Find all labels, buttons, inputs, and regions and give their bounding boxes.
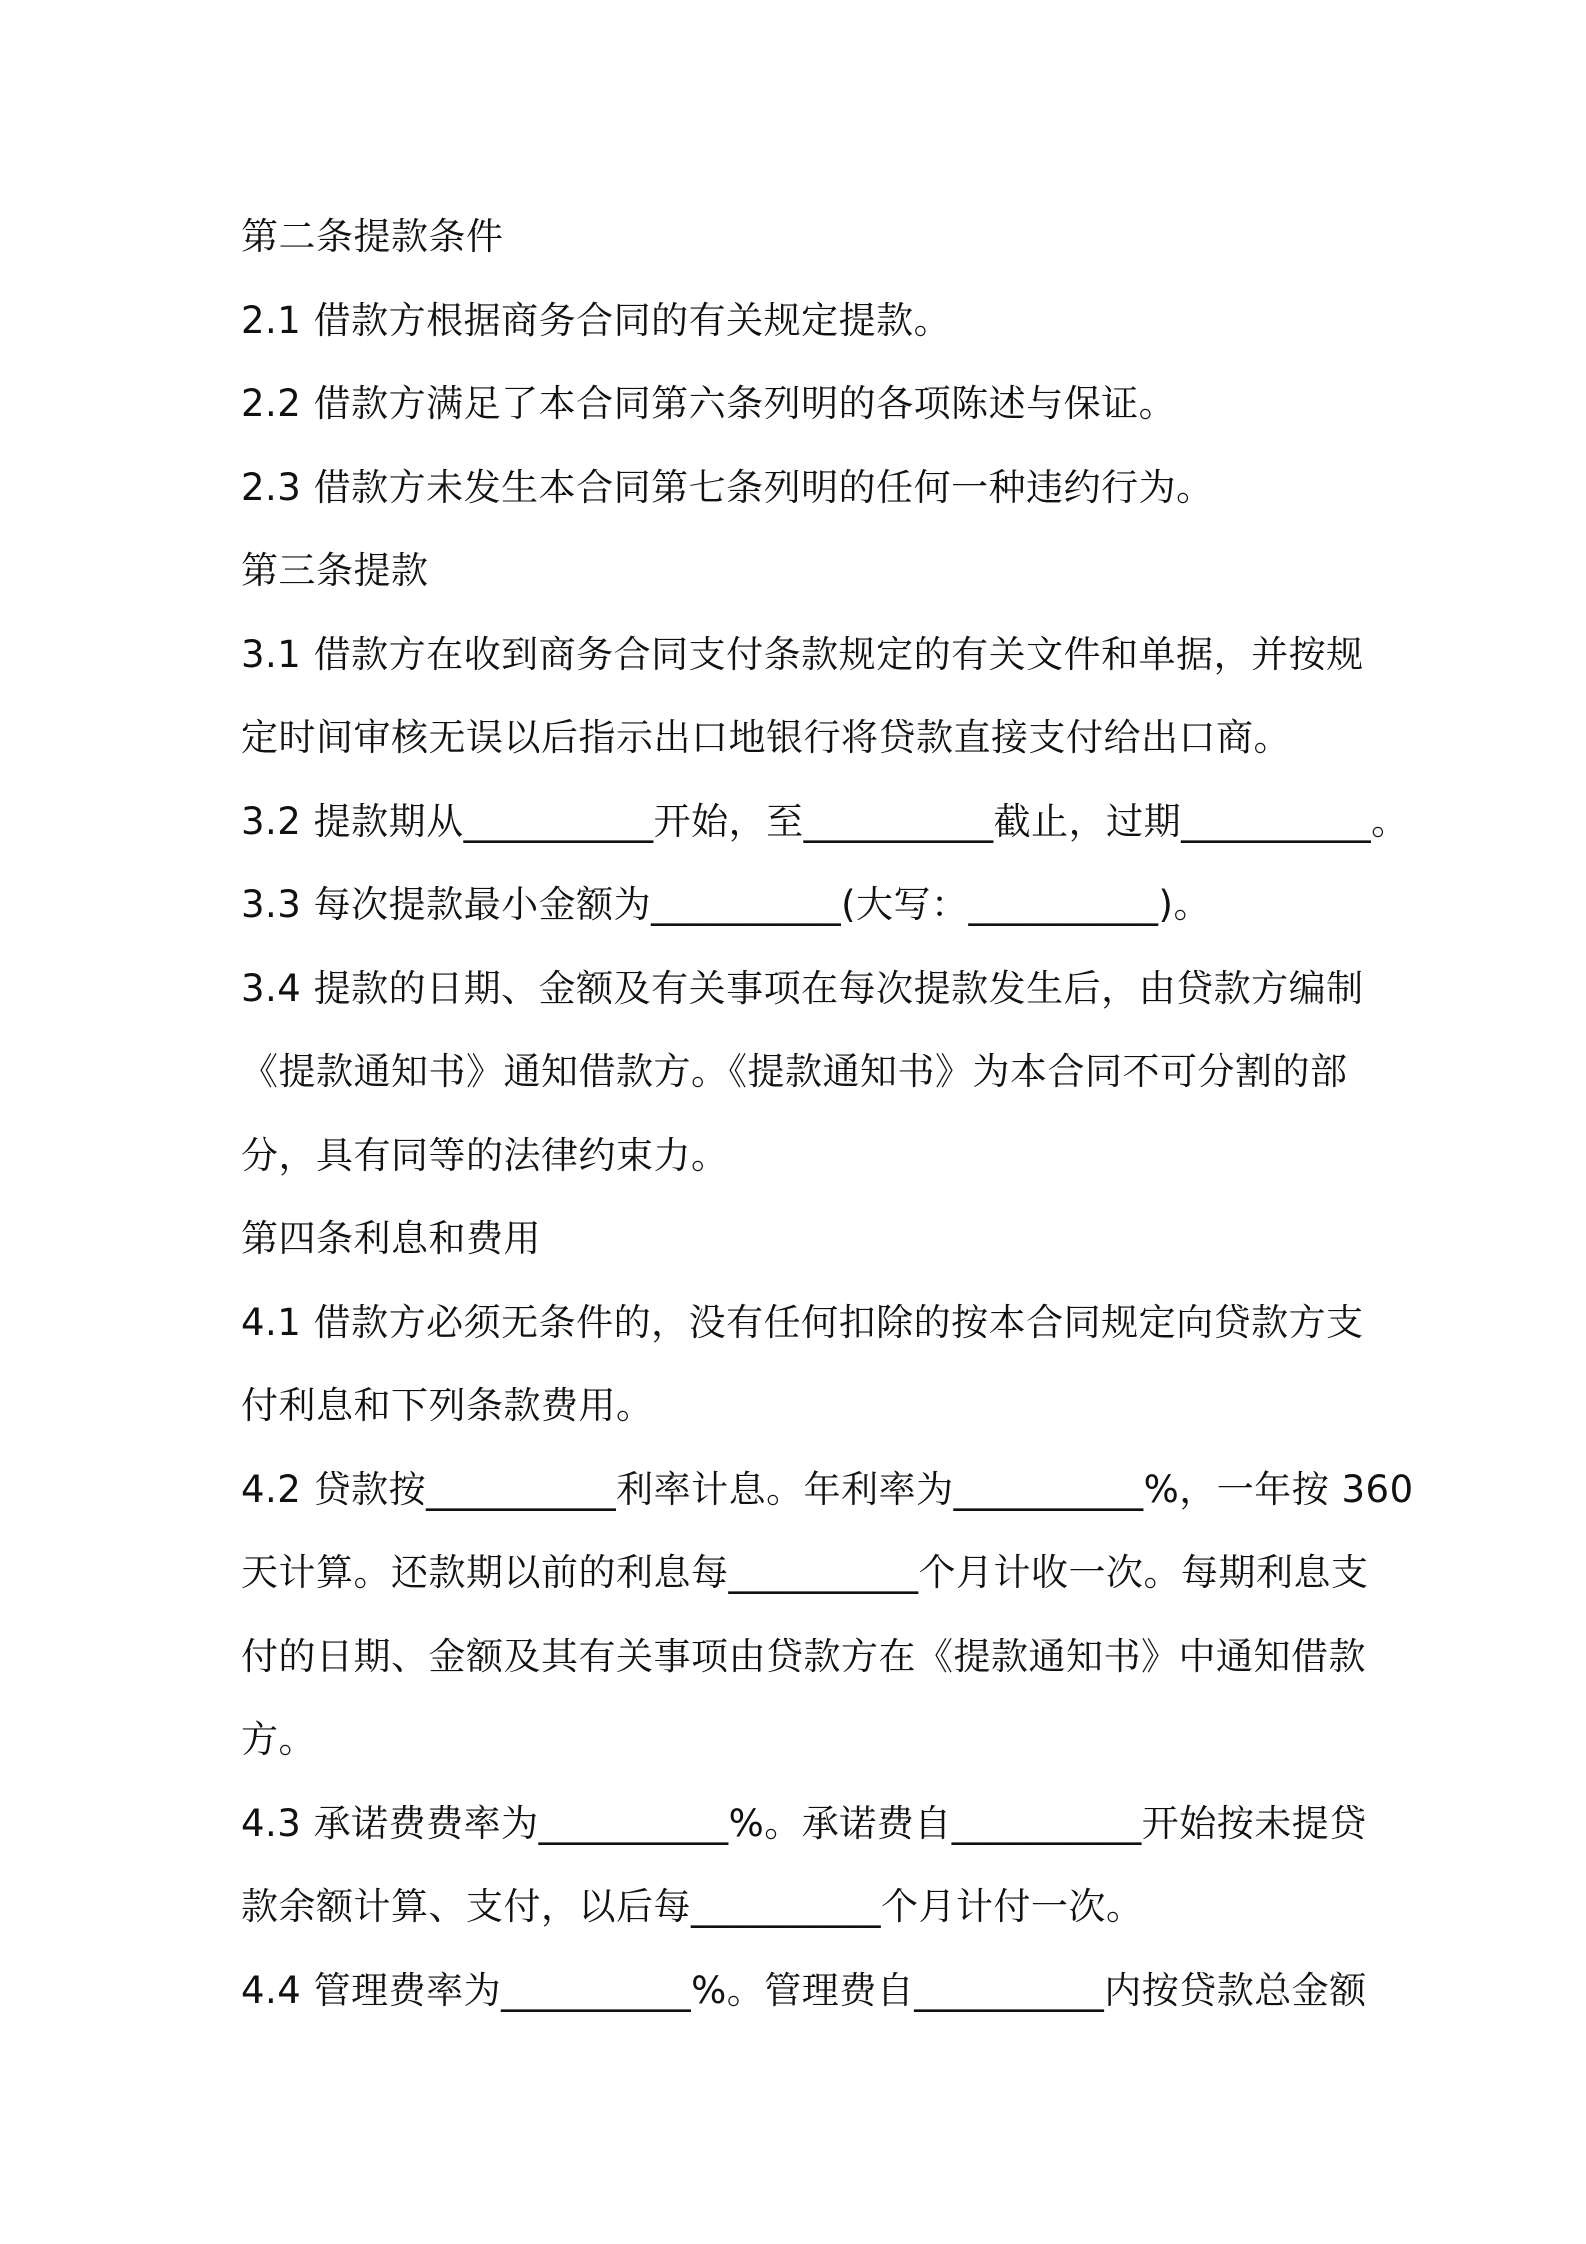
clause-2-2: 2.2 借款方满足了本合同第六条列明的各项陈述与保证。 (241, 382, 1177, 425)
section-heading-3: 第三条提款 (241, 549, 429, 592)
section-heading-4: 第四条利息和费用 (241, 1217, 541, 1260)
document-body (241, 195, 1414, 2032)
clause-4-1-line-2: 付利息和下列条款费用。 (241, 1384, 654, 1427)
clause-4-2-line-2: 天计算。还款期以前的利息每__________个月计收一次。每期利息支 (241, 1551, 1369, 1594)
clause-4-4-line-1: 4.4 管理费率为__________%。管理费自__________内按贷款总金额 (241, 1968, 1367, 2012)
clause-4-3-line-2: 款余额计算、支付，以后每__________个月计付一次。 (241, 1885, 1144, 1928)
clause-4-3-line-1: 4.3 承诺费费率为__________%。承诺费自__________开始按未提贷 (241, 1801, 1367, 1845)
clause-4-2-line-1: 4.2 贷款按__________利率计息。年利率为__________%，一年按 360 (241, 1467, 1414, 1511)
clause-3-2: 3.2 提款期从__________开始，至__________截止，过期__________。 (241, 799, 1409, 843)
clause-4-2-line-3: 付的日期、金额及其有关事项由贷款方在《提款通知书》中通知借款 (241, 1634, 1366, 1678)
clause-3-4-line-2: 《提款通知书》通知借款方。《提款通知书》为本合同不可分割的部 (241, 1050, 1348, 1093)
clause-2-3: 2.3 借款方未发生本合同第七条列明的任何一种违约行为。 (241, 465, 1214, 509)
clause-2-1: 2.1 借款方根据商务合同的有关规定提款。 (241, 298, 952, 342)
clause-3-3: 3.3 每次提款最小金额为__________(大写：__________)。 (241, 883, 1211, 926)
clause-4-1-line-1: 4.1 借款方必须无条件的，没有任何扣除的按本合同规定向贷款方支 (241, 1300, 1364, 1344)
clause-3-1-line-1: 3.1 借款方在收到商务合同支付条款规定的有关文件和单据，并按规 (241, 632, 1364, 676)
clause-3-4-line-3: 分，具有同等的法律约束力。 (241, 1133, 729, 1177)
clause-4-2-line-4: 方。 (241, 1718, 316, 1761)
clause-3-1-line-2: 定时间审核无误以后指示出口地银行将贷款直接支付给出口商。 (241, 716, 1291, 759)
section-heading-2: 第二条提款条件 (241, 215, 504, 258)
clause-3-4-line-1: 3.4 提款的日期、金额及有关事项在每次提款发生后，由贷款方编制 (241, 966, 1364, 1010)
